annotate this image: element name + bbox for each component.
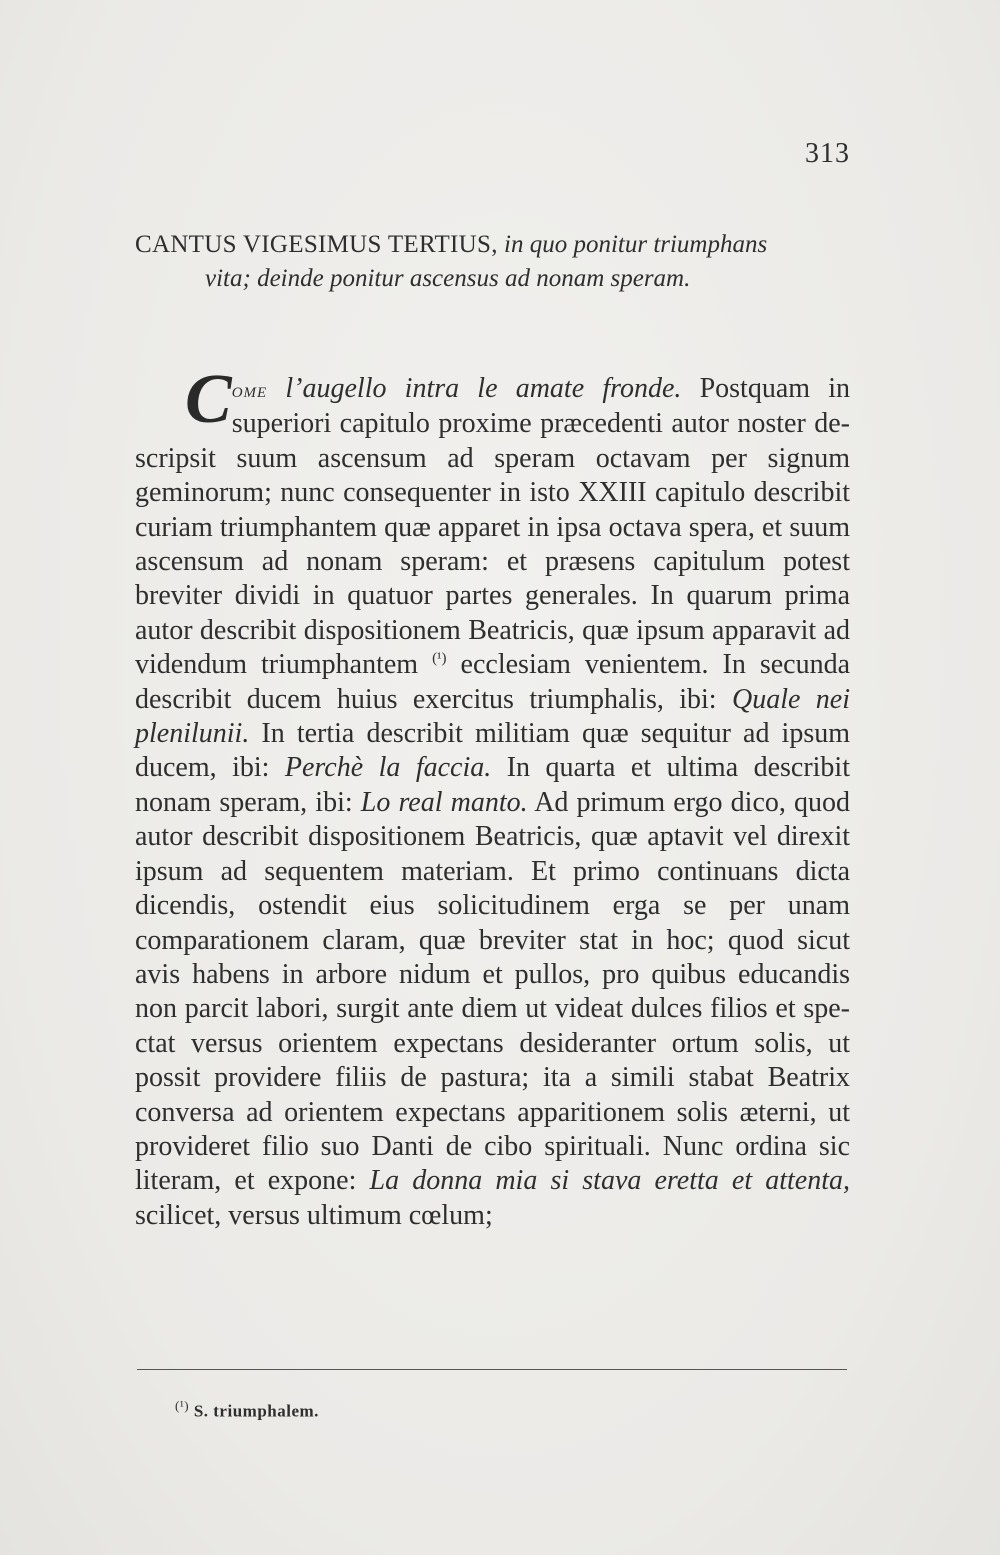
chapter-title: CANTUS VIGESIMUS TERTIUS, — [135, 231, 498, 258]
footnote — [175, 1398, 319, 1422]
commentary-text — [135, 361, 851, 1233]
text-segment: ecclesiam venientem. In secunda describit ducem huius exercitus triumphalis, ibi: — [135, 649, 851, 715]
text-segment: In quarta et ultima describit nonam speram, ibi: — [135, 752, 850, 818]
drop-cap: C — [185, 361, 232, 438]
footnote-text: S. triumphalem. — [189, 1401, 319, 1421]
footnote-reference: (¹) — [432, 650, 447, 667]
text-segment: In tertia describit militiam quæ sequitur ad ipsum ducem, ibi: — [135, 718, 850, 784]
text-segment: scilicet, versus ultimum cœlum; — [135, 1199, 493, 1231]
page-number: 313 — [805, 138, 850, 169]
chapter-heading — [135, 228, 850, 296]
opening-word: ome — [231, 377, 268, 402]
quoted-incipit: Quale nei plenilunii. — [135, 683, 851, 750]
text-segment: Postquam in superiori capitulo proxime præcedenti autor noster descripsit suum ascensum ad speram octavam per signum geminorum; nunc consequenter in isto XXIII capitulo describit curiam triumphantem quæ apparet in ipsa octava spera, et suum ascensum ad nonam speram: et præsens capitulum potest breviter dividi in quatuor partes generales. In quarum prima autor describit dispositionem Beatricis, quæ ipsum apparavit ad videndum triumphantem — [135, 373, 850, 681]
footnote-mark: (¹) — [175, 1398, 190, 1413]
quoted-incipit: Lo real manto. — [360, 786, 528, 818]
quoted-incipit: Perchè la faccia. — [284, 752, 492, 784]
opening-quote: l’augello intra le amate fronde. — [267, 373, 682, 404]
chapter-subtitle-part-1: in quo ponitur triumphans — [504, 231, 768, 258]
footnote-divider — [137, 1369, 847, 1370]
text-segment: Ad primum ergo dico, quod autor describit dispositionem Beatricis, quæ aptavit vel direxit ipsum ad sequentem materiam. Et primo continuans dicta dicendis, ostendit eius solicitudinem erga se per unam comparationem claram, quæ breviter stat in hoc; quod sicut avis habens in arbore nidum et pullos, pro quibus educandis non parcit labori, surgit ante diem ut videat dulces filios et spectat versus orientem expectans desideranter ortum solis, ut possit providere filiis de pastura; ita a simili stabat Beatrix conversa ad orientem expectans apparitionem solis æterni, ut provideret filio suo Danti de cibo spirituali. Nunc ordina sic literam, et expone: — [135, 786, 850, 1197]
chapter-subtitle-part-2: vita; deinde ponitur ascensus ad nonam speram. — [205, 265, 691, 292]
quoted-verse: La donna mia si stava eretta et attenta, — [369, 1165, 850, 1197]
